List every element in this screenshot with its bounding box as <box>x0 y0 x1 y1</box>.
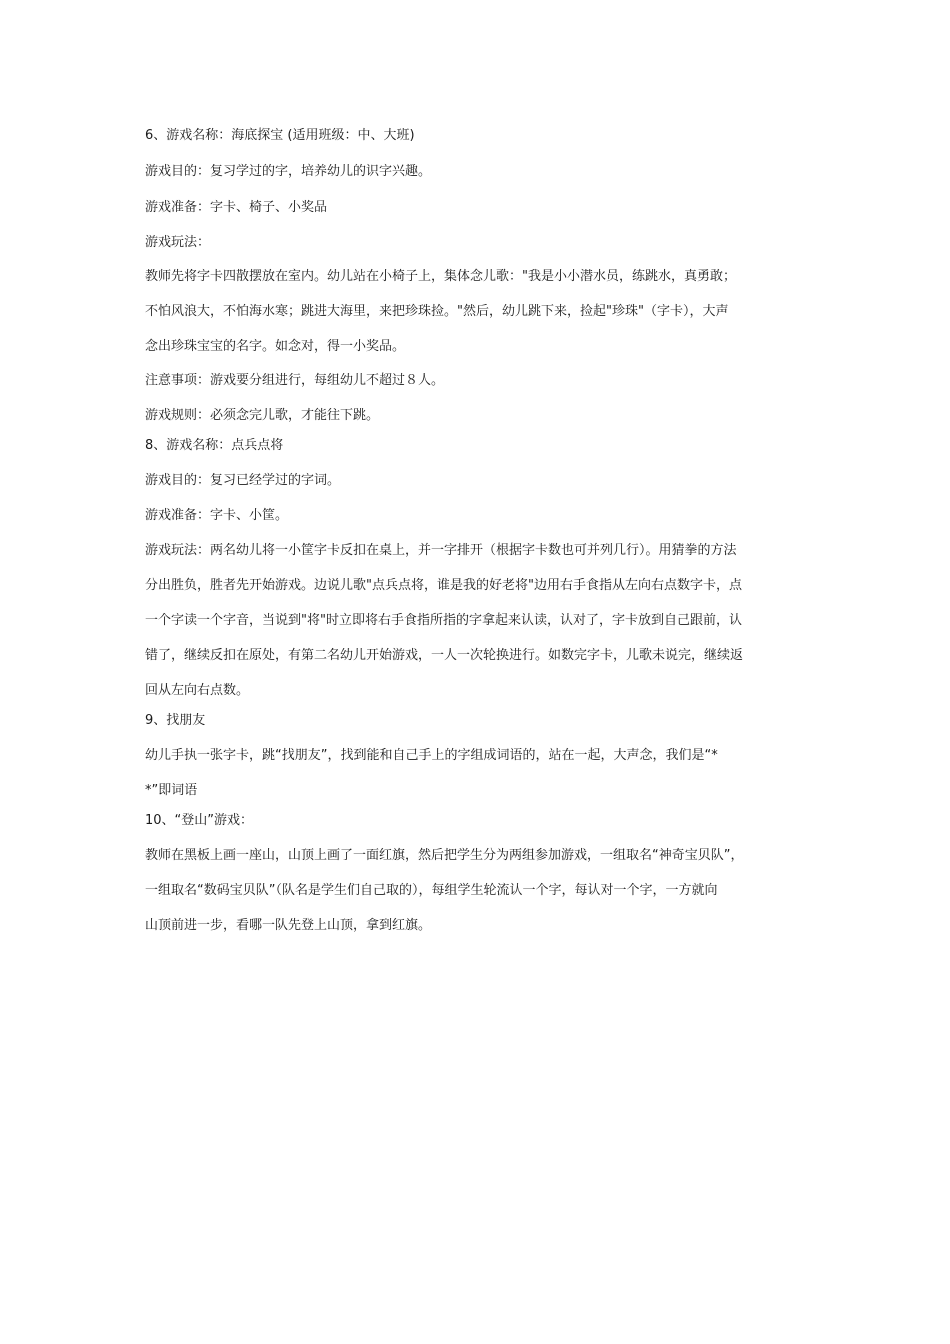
game10-play-line: 山顶前进一步，看哪一队先登上山顶，拿到红旗。 <box>145 918 432 933</box>
game8-play-line: 回从左向右点数。 <box>145 683 250 698</box>
game9-play-line: *”即词语 <box>145 783 198 798</box>
game6-play-line: 教师先将字卡四散摆放在室内。幼儿站在小椅子上，集体念儿歌："我是小小潜水员，练跳水，真勇敢； <box>145 269 736 284</box>
game6-prep: 游戏准备：字卡、椅子、小奖品 <box>145 200 328 215</box>
game6-play-heading: 游戏玩法： <box>145 235 211 250</box>
game10-play-line: 一组取名“数码宝贝队”（队名是学生们自己取的），每组学生轮流认一个字，每认对一个字，一方就向 <box>145 883 718 898</box>
game8-prep: 游戏准备：字卡、小筐。 <box>145 508 289 523</box>
game6-rules: 游戏规则：必须念完儿歌，才能往下跳。 <box>145 408 380 423</box>
game8-play-line: 一个字读一个字音，当说到"将"时立即将右手食指所指的字拿起来认读，认对了，字卡放到自己跟前，认 <box>145 613 742 628</box>
game8-goal: 游戏目的：复习已经学过的字词。 <box>145 473 341 488</box>
game10-play-line: 教师在黑板上画一座山，山顶上画了一面红旗，然后把学生分为两组参加游戏，一组取名“神奇宝贝队”， <box>145 848 744 863</box>
game6-title: 6、游戏名称：海底探宝 (适用班级：中、大班) <box>145 128 415 143</box>
game6-goal: 游戏目的：复习学过的字，培养幼儿的识字兴趣。 <box>145 164 432 179</box>
game10-title: 10、“登山”游戏： <box>145 813 254 828</box>
game6-notes: 注意事项：游戏要分组进行，每组幼儿不超过８人。 <box>145 373 445 388</box>
game8-play-line: 游戏玩法：两名幼儿将一小筐字卡反扣在桌上，并一字排开（根据字卡数也可并列几行）。用猜拳的方法 <box>145 543 737 558</box>
game8-title: 8、游戏名称：点兵点将 <box>145 438 284 453</box>
game8-play-line: 分出胜负，胜者先开始游戏。边说儿歌"点兵点将，谁是我的好老将"边用右手食指从左向右点数字卡，点 <box>145 578 742 593</box>
game8-play-line: 错了，继续反扣在原处，有第二名幼儿开始游戏，一人一次轮换进行。如数完字卡，儿歌未说完，继续返 <box>145 648 744 663</box>
game9-play-line: 幼儿手执一张字卡，跳“找朋友”，找到能和自己手上的字组成词语的，站在一起，大声念，我们是“* <box>145 748 718 763</box>
game6-play-line: 念出珍珠宝宝的名字。如念对，得一小奖品。 <box>145 339 406 354</box>
game9-title: 9、找朋友 <box>145 713 206 728</box>
game6-play-line: 不怕风浪大，不怕海水寒；跳进大海里，来把珍珠捡。"然后，幼儿跳下来，捡起"珍珠"（字卡），大声 <box>145 304 729 319</box>
document-page <box>145 0 815 1344</box>
